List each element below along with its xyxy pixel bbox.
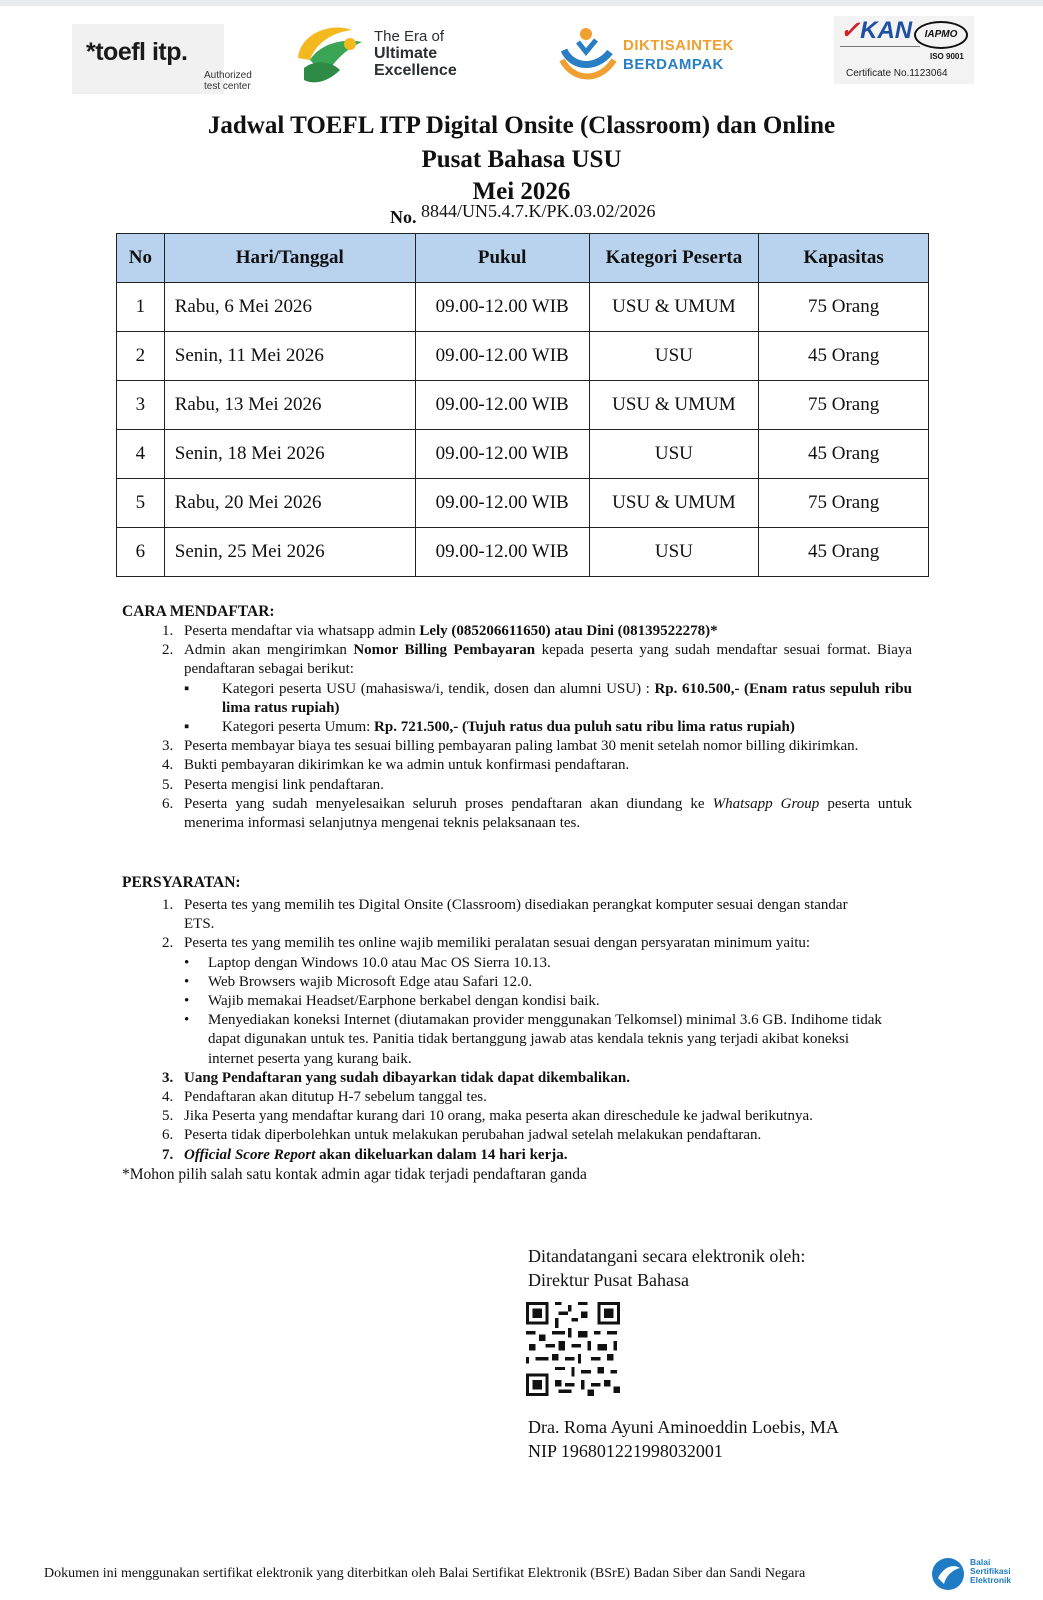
table-row: [117, 430, 929, 479]
cell-date: Senin, 25 Mei 2026: [164, 528, 415, 577]
diktisaintek-logo: [556, 24, 746, 84]
cell-category: USU: [589, 430, 759, 479]
kan-mark: ✓KAN: [840, 17, 913, 44]
cell-capacity: 75 Orang: [759, 283, 929, 332]
cell-date: Senin, 11 Mei 2026: [164, 332, 415, 381]
table-row: [117, 332, 929, 381]
fee-item-umum: ▪ Kategori peserta Umum: Rp. 721.500,- (Tujuh ratus dua puluh satu ribu lima ratus rupiah): [184, 719, 795, 736]
era-emblem-icon: [290, 20, 370, 92]
table-row: [117, 479, 929, 528]
cell-time: 09.00-12.00 WIB: [415, 332, 589, 381]
top-strip: [0, 0, 1043, 6]
cell-date: Rabu, 6 Mei 2026: [164, 283, 415, 332]
fee-item-usu: ▪ Kategori peserta USU (mahasiswa/i, tendik, dosen dan alumni USU) : Rp. 610.500,- (Enam ratus sepuluh ribu lima ratus rupiah): [184, 680, 912, 716]
era-excellence-logo: [290, 20, 480, 92]
column-header: Kategori Peserta: [589, 234, 759, 283]
registration-heading: CARA MENDAFTAR:: [122, 603, 275, 620]
cell-date: Rabu, 13 Mei 2026: [164, 381, 415, 430]
cell-category: USU & UMUM: [589, 381, 759, 430]
footer-note: Dokumen ini menggunakan sertifikat elektronik yang diterbitkan oleh Balai Sertifikat Elektronik (BSrE) Badan Siber dan Sandi Negara: [44, 1566, 806, 1581]
device-requirement: • Menyediakan koneksi Internet (diutamakan provider menggunakan Telkomsel) minimal 3.6 GB. Indihome tidak dapat digunakan untuk tes. Panitia tidak bertanggung jawab atas kendala teknis yang terjadi akibat koneksi internet peserta yang kurang baik.: [184, 1012, 882, 1067]
dikti-line1: DIKTISAINTEK: [623, 37, 734, 54]
document-number: [390, 201, 656, 227]
cell-category: USU & UMUM: [589, 283, 759, 332]
iapmo-mark: IAPMO: [914, 21, 968, 49]
document-number-label: No.: [390, 207, 417, 227]
era-line1: The Era of: [374, 28, 445, 45]
list-item: 5. Jika Peserta yang mendaftar kurang dari 10 orang, maka peserta akan direschedule ke jadwal berikutnya.: [162, 1108, 813, 1125]
list-item: 1. Peserta tes yang memilih tes Digital Onsite (Classroom) disediakan perangkat komputer sesuai dengan standar ETS.: [162, 897, 848, 933]
cell-no: 5: [117, 479, 165, 528]
list-item: 2. Peserta tes yang memilih tes online wajib memiliki peralatan sesuai dengan persyaratan minimum yaitu:: [162, 935, 811, 952]
toefl-brand: *toefl itp.: [86, 38, 188, 66]
signatory-block: [528, 1415, 839, 1463]
dikti-line2: BERDAMPAK: [623, 56, 724, 73]
column-header: No: [117, 234, 165, 283]
page-subtitle: Pusat Bahasa USU: [421, 146, 622, 173]
requirements-list: [122, 896, 912, 1184]
certificate-number: Certificate No.1123064: [846, 68, 948, 79]
list-item: 4. Bukti pembayaran dikirimkan ke wa admin untuk konfirmasi pendaftaran.: [162, 757, 630, 774]
list-item: 3. Peserta membayar biaya tes sesuai billing pembayaran paling lambat 30 menit setelah nomor billing dikirimkan.: [162, 738, 859, 755]
cell-time: 09.00-12.00 WIB: [415, 479, 589, 528]
registration-steps: [122, 622, 912, 833]
cell-capacity: 45 Orang: [759, 528, 929, 577]
cell-no: 3: [117, 381, 165, 430]
cell-date: Senin, 18 Mei 2026: [164, 430, 415, 479]
kan-iso-certificate-logo: [834, 16, 974, 84]
duplicate-registration-note: *Mohon pilih salah satu kontak admin agar tidak terjadi pendaftaran ganda: [122, 1165, 587, 1183]
cell-time: 09.00-12.00 WIB: [415, 283, 589, 332]
cell-capacity: 75 Orang: [759, 381, 929, 430]
list-item: 5. Peserta mengisi link pendaftaran.: [162, 776, 384, 793]
table-row: [117, 528, 929, 577]
cell-capacity: 45 Orang: [759, 430, 929, 479]
table-row: [117, 381, 929, 430]
page-title: Jadwal TOEFL ITP Digital Onsite (Classroom) dan Online: [207, 112, 836, 139]
signatory-nip: NIP 196801221998032001: [528, 1441, 723, 1461]
list-item: 6. Peserta tidak diperbolehkan untuk melakukan perubahan jadwal setelah melakukan pendaftaran.: [162, 1127, 762, 1144]
requirements-heading: PERSYARATAN:: [122, 874, 241, 891]
era-line2: Ultimate: [374, 45, 438, 62]
diktisaintek-emblem-icon: [556, 24, 618, 84]
bsre-logo: [930, 1556, 1026, 1594]
list-item: 2. Admin akan mengirimkan Nomor Billing Pembayaran kepada peserta yang sudah mendaftar sesuai format. Biaya pendaftaran sebagai berikut:: [162, 642, 913, 678]
signatory-name: Dra. Roma Ayuni Aminoeddin Loebis, MA: [528, 1417, 839, 1437]
document-number-value: 8844/UN5.4.7.K/PK.03.02/2026: [421, 201, 656, 221]
signature-caption: [528, 1244, 805, 1292]
toefl-itp-logo: [72, 24, 252, 94]
device-requirement: • Laptop dengan Windows 10.0 atau Mac OS Sierra 10.13.: [184, 954, 551, 971]
list-item: 4. Pendaftaran akan ditutup H-7 sebelum tanggal tes.: [162, 1089, 487, 1106]
cell-no: 1: [117, 283, 165, 332]
list-item: 3. Uang Pendaftaran yang sudah dibayarkan tidak dapat dikembalikan.: [162, 1069, 630, 1086]
schedule-table: [116, 233, 929, 577]
signature-line2: Direktur Pusat Bahasa: [528, 1270, 689, 1290]
admin-contacts: Lely (085206611650) atau Dini (08139522278)*: [419, 623, 718, 639]
cell-time: 09.00-12.00 WIB: [415, 381, 589, 430]
cell-category: USU & UMUM: [589, 479, 759, 528]
qr-code-icon: [526, 1302, 620, 1396]
toefl-subtitle: Authorized test center: [204, 70, 252, 92]
table-row: [117, 283, 929, 332]
era-line3: Excellence: [374, 62, 457, 79]
list-item: 1. Peserta mendaftar via whatsapp admin Lely (085206611650) atau Dini (08139522278)*: [162, 623, 718, 639]
list-item: 6. Peserta yang sudah menyelesaikan seluruh proses pendaftaran akan diundang ke Whatsapp Group peserta untuk menerima informasi selanjutnya mengenai teknis pelaksanaan tes.: [162, 795, 913, 832]
cell-capacity: 45 Orang: [759, 332, 929, 381]
cell-category: USU: [589, 332, 759, 381]
device-requirement: • Web Browsers wajib Microsoft Edge atau Safari 12.0.: [184, 973, 533, 990]
iso-mark: ISO 9001: [930, 52, 964, 61]
kan-fineprint: [840, 46, 920, 57]
list-item: 7. Official Score Report akan dikeluarkan dalam 14 hari kerja.: [162, 1146, 568, 1163]
cell-no: 6: [117, 528, 165, 577]
cell-no: 2: [117, 332, 165, 381]
cell-time: 09.00-12.00 WIB: [415, 528, 589, 577]
cell-date: Rabu, 20 Mei 2026: [164, 479, 415, 528]
signature-line1: Ditandatangani secara elektronik oleh:: [528, 1246, 806, 1266]
column-header: Kapasitas: [759, 234, 929, 283]
column-header: Hari/Tanggal: [164, 234, 415, 283]
table-header-row: [117, 234, 929, 283]
bsre-text: Balai Sertifikasi Elektronik: [970, 1557, 1012, 1585]
bsre-emblem-icon: [930, 1556, 966, 1592]
page-month: Mei 2026: [472, 178, 571, 205]
cell-category: USU: [589, 528, 759, 577]
cell-no: 4: [117, 430, 165, 479]
cell-time: 09.00-12.00 WIB: [415, 430, 589, 479]
column-header: Pukul: [415, 234, 589, 283]
device-requirement: • Wajib memakai Headset/Earphone berkabel dengan kondisi baik.: [184, 993, 600, 1010]
cell-capacity: 75 Orang: [759, 479, 929, 528]
